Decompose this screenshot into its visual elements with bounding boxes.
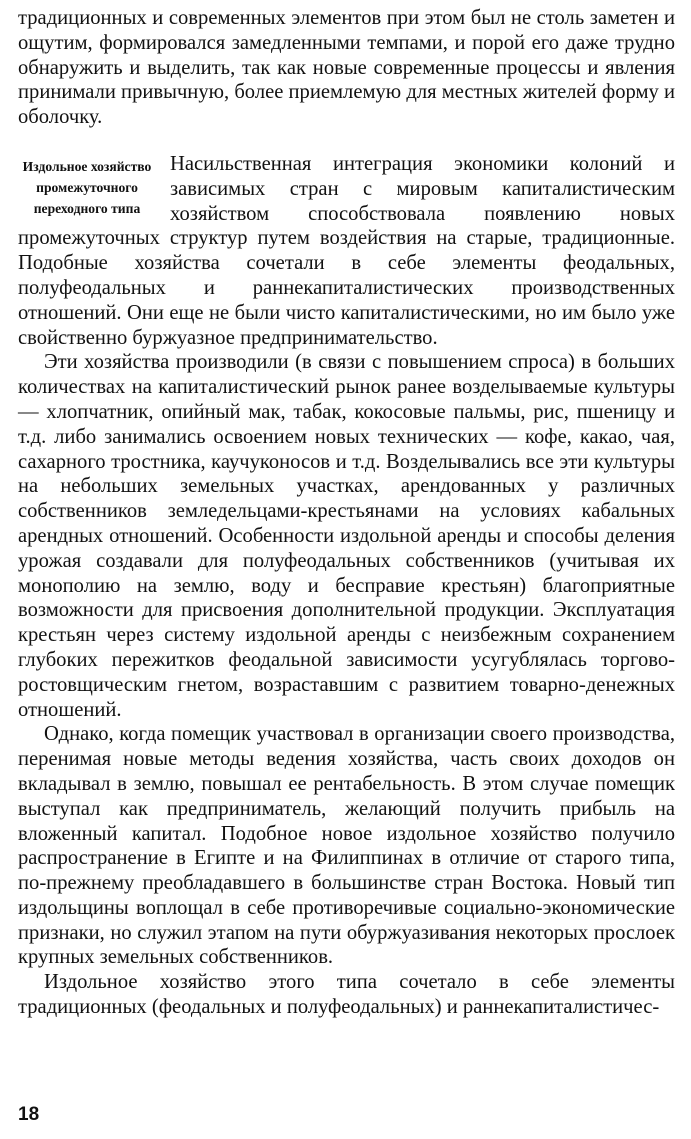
- page-number: 18: [18, 1104, 40, 1125]
- paragraph: Однако, когда помещик участвовал в организации своего производства, перенимая новые методы ведения хозяйства, часть своих доходов он вкладывал в землю, повышал ее рентабельность. В этом случае помещик выступал как предприниматель, желающий получить прибыль на вложенный капитал. Подобное новое издольное хозяйство получило распространение в Египте и на Филиппинах в отличие от старого типа, по-прежнему преобладавшего в большинстве стран Востока. Новый тип издольщины воплощал в себе противоречивые социально-экономические признаки, но служил этапом на пути обуржуазивания некоторых прослоек крупных земельных собственников.: [18, 723, 675, 969]
- page-body: [18, 6, 675, 1020]
- section-sharecropping: [18, 152, 675, 1020]
- paragraph: Эти хозяйства производили (в связи с повышением спроса) в больших количествах на капиталистический рынок ранее возделываемые культуры — хлопчатник, опийный мак, табак, кокосовые пальмы, рис, пшеницу и т.д. либо занимались освоением новых технических — кофе, какао, чая, сахарного тростника, каучуконосов и т.д. Возделывались все эти культуры на небольших земельных участках, арендованных у различных собственников земледельцами-крестьянами на условиях кабальных арендных отношений. Особенности издольной аренды и способы деления урожая создавали для полуфеодальных собственников (учитывая их монополию на землю, воду и бесправие крестьян) благоприятные возможности для присвоения дополнительной продукции. Эксплуатация крестьян через систему издольной аренды с неизбежным сохранением глубоких пережитков феодальной зависимости усугублялась торгово-ростовщическим гнетом, возраставшим с развитием товарно-денежных отношений.: [18, 351, 675, 721]
- side-heading: Издольное хозяйство промежуточного переходного типа: [22, 158, 152, 216]
- intro-paragraph: традиционных и современных элементов при этом был не столь заметен и ощутим, формировался замедленными темпами, и порой его даже трудно обнаружить и выделить, так как новые современные процессы и явления принимали привычную, более приемлемую для местных жителей форму и оболочку.: [18, 7, 675, 129]
- paragraph: Насильственная интеграция экономики колоний и зависимых стран с мировым капиталистическим хозяйством способствовала появлению новых промежуточных структур путем воздействия на старые, традиционные. Подобные хозяйства сочетали в себе элементы феодальных, полуфеодальных и раннекапиталистических производственных отношений. Они еще не были чисто капиталистическими, но им было уже свойственно буржуазное предпринимательство.: [18, 152, 675, 349]
- paragraph: Издольное хозяйство этого типа сочетало в себе элементы традиционных (феодальных и полуфеодальных) и раннекапиталистичес-: [18, 971, 675, 1019]
